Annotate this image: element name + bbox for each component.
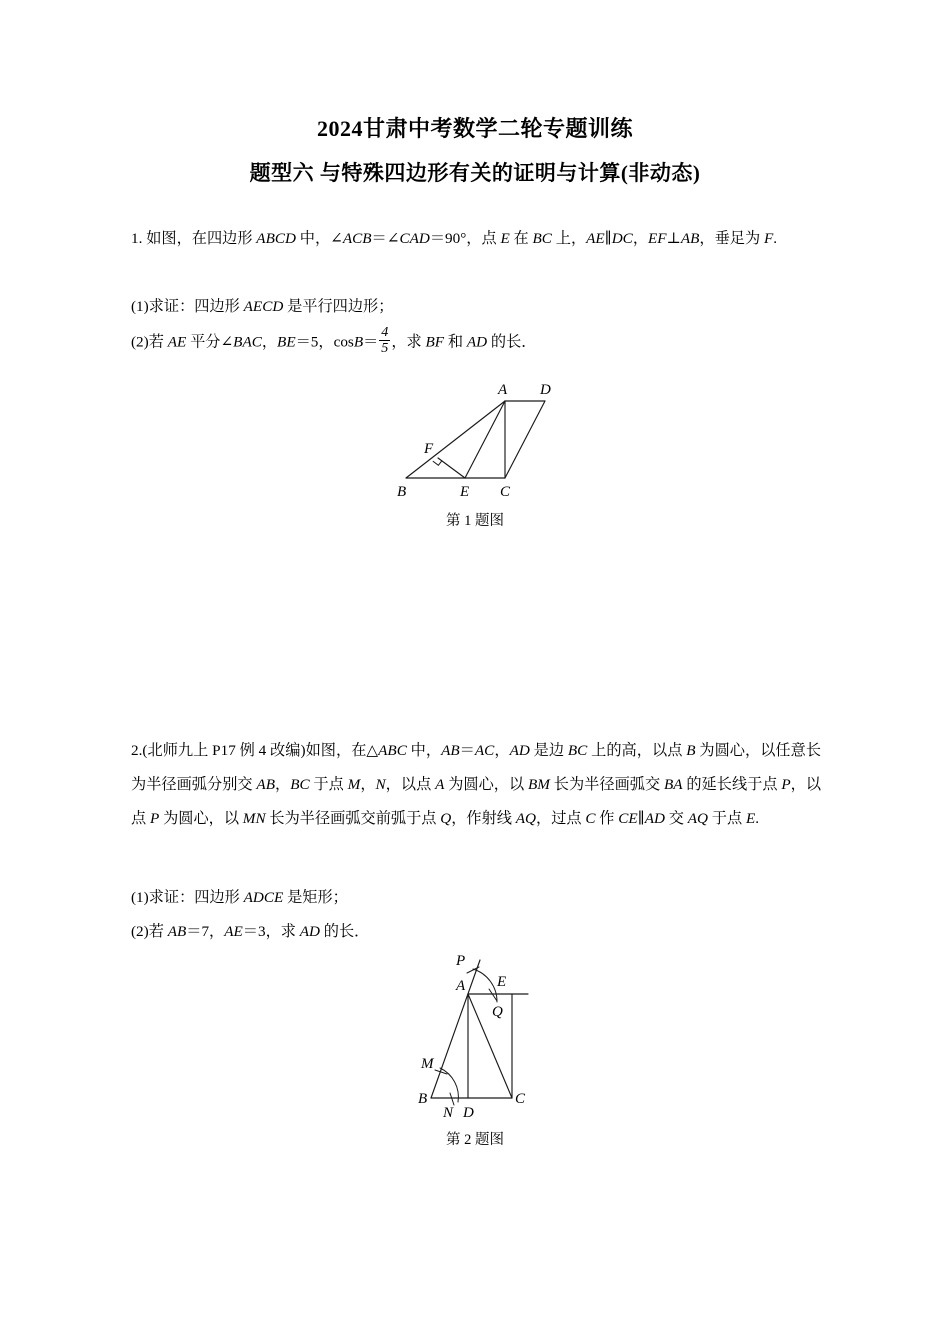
tick-mark-N — [450, 1093, 454, 1105]
math-var: BF — [425, 333, 445, 351]
stem-text-part: ， — [360, 776, 376, 793]
figure-label-D: D — [540, 382, 551, 398]
math-var: P — [149, 810, 160, 827]
figure-label-P: P — [456, 953, 466, 969]
stem-text-part: 为圆心，以任意长为半径画弧分别交 — [131, 742, 822, 793]
sub-question-text: ＝3，求 — [242, 923, 300, 940]
figure-label-F: F — [424, 441, 434, 457]
sub-question-text: ， — [261, 333, 278, 351]
problem-1-stem — [131, 222, 821, 256]
sub-question-text: 的长． — [320, 923, 370, 940]
sub-question-text: ＝ — [363, 333, 379, 351]
figure-label-E: E — [497, 974, 507, 990]
stem-text-part: 交 — [664, 810, 688, 827]
stem-text-part: 上， — [551, 230, 587, 247]
sub-question-text: (1)求证：四边形 — [131, 889, 244, 906]
problem-1-figure — [380, 372, 580, 502]
math-var: C — [585, 810, 596, 827]
page-title-sub: 题型六 与特殊四边形有关的证明与计算(非动态) — [249, 161, 701, 185]
problem-1-figure-caption: 第 1 题图 — [446, 513, 504, 529]
figure-label-D: D — [463, 1105, 474, 1121]
math-var: ABCD — [256, 230, 296, 247]
math-var: BC — [567, 742, 588, 759]
math-var: CAD — [399, 230, 430, 247]
stem-text-part: ， — [494, 742, 510, 759]
sub-question-text: 和 — [444, 333, 467, 351]
stem-text-part: 于点 — [708, 810, 746, 827]
math-var: MN — [242, 810, 266, 827]
stem-text-part: ，垂足为 — [699, 230, 764, 247]
math-var: AB — [256, 776, 275, 793]
math-var: M — [347, 776, 361, 793]
math-var: AQ — [687, 810, 708, 827]
math-var: ACB — [342, 230, 372, 247]
stem-text-part: 中， — [406, 742, 442, 759]
stem-text-part: 长为半径画弧交 — [549, 776, 664, 793]
math-var: BAC — [233, 333, 262, 351]
math-var: BC — [532, 230, 552, 247]
sub-question-text: (2)若 — [131, 923, 168, 940]
stem-text-part: 中，∠ — [295, 230, 343, 247]
math-var: AB — [680, 230, 700, 247]
stem-text-part: ，过点 — [536, 810, 586, 827]
math-var: BE — [277, 333, 296, 351]
stem-text-part: 是边 — [529, 742, 568, 759]
fraction-numerator: 4 — [381, 324, 389, 340]
math-var: AD — [299, 923, 320, 940]
fraction-cos-b — [379, 325, 390, 357]
sub-question-text: ，求 — [391, 333, 426, 351]
stem-text-part: ＝90°，点 — [429, 230, 501, 247]
math-var: E — [500, 230, 510, 247]
math-var: AD — [509, 742, 530, 759]
segment-AC — [468, 994, 512, 1098]
stem-text-part: ∥ — [637, 810, 645, 827]
segment-AE — [465, 401, 505, 478]
math-var: AE — [167, 333, 187, 351]
math-var: P — [781, 776, 791, 793]
problem-1-figure-svg — [380, 372, 580, 502]
sub-question-text: (2)若 — [131, 333, 168, 351]
figure-label-N: N — [443, 1105, 454, 1121]
figure-label-B: B — [418, 1091, 428, 1107]
sub-question-text: ＝7， — [186, 923, 225, 940]
stem-text-part: . — [773, 230, 778, 247]
problem-2-figure-svg — [400, 950, 580, 1125]
stem-text-part: 长为半径画弧交前弧于点 — [265, 810, 441, 827]
stem-text-part: ， — [632, 230, 648, 247]
stem-text-part: 1. 如图，在四边形 — [131, 230, 257, 247]
figure-label-E: E — [460, 484, 470, 500]
figure-label-Q: Q — [492, 1004, 503, 1020]
stem-text-part: ，作射线 — [451, 810, 516, 827]
stem-text-part: ＝ — [459, 742, 475, 759]
math-var: AB — [441, 742, 460, 759]
stem-text-part: ⊥ — [666, 230, 681, 247]
math-var: AD — [466, 333, 488, 351]
math-var: B — [353, 333, 364, 351]
figure-label-A: A — [456, 978, 466, 994]
sub-question-text: 是矩形； — [283, 889, 348, 906]
math-var: Q — [440, 810, 452, 827]
stem-text-part: ＝∠ — [371, 230, 400, 247]
math-var: F — [763, 230, 774, 247]
construction-arcs — [435, 967, 497, 1105]
math-var: AC — [474, 742, 495, 759]
figure-label-B: B — [397, 484, 407, 500]
math-var: A — [435, 776, 445, 793]
page-title-main: 2024甘肃中考数学二轮专题训练 — [316, 116, 633, 141]
math-var: BM — [528, 776, 550, 793]
arc-centered-A — [473, 969, 497, 1002]
sub-question-text: 平分∠ — [186, 333, 234, 351]
math-var: ABC — [378, 742, 407, 759]
math-var: B — [686, 742, 696, 759]
stem-text-part: 在 — [509, 230, 533, 247]
stem-text-part: 为圆心，以 — [444, 776, 529, 793]
problem-2-sub-question-1 — [131, 881, 821, 915]
stem-text-part: ，以点 — [131, 776, 822, 827]
math-var: DC — [611, 230, 633, 247]
problem-2-sub-question-2 — [131, 915, 821, 949]
math-var: AQ — [515, 810, 536, 827]
math-var: AE — [586, 230, 605, 247]
stem-text-part: . — [755, 810, 760, 827]
stem-text-part: ， — [274, 776, 291, 793]
figure-label-A: A — [498, 382, 508, 398]
math-var: EF — [648, 230, 667, 247]
segment-DC — [505, 401, 545, 478]
stem-text-part: 作 — [595, 810, 619, 827]
sub-question-text: (1)求证：四边形 — [131, 298, 244, 315]
math-var: AE — [224, 923, 243, 940]
stem-text-part: 2.(北师九上 P17 例 4 改编)如图，在△ — [131, 742, 379, 759]
segment-BA — [406, 401, 505, 478]
stem-text-part: 的延长线于点 — [682, 776, 782, 793]
fraction-denominator: 5 — [381, 340, 389, 357]
problem-2-stem — [131, 734, 821, 836]
math-var: BA — [663, 776, 683, 793]
sub-question-text: 的长． — [487, 333, 537, 351]
math-var: E — [745, 810, 756, 827]
math-var: ADCE — [243, 889, 284, 906]
figure-label-C: C — [500, 484, 511, 500]
stem-text-part: ∥ — [604, 230, 612, 247]
problem-1-sub-question-1 — [131, 290, 821, 324]
stem-text-part: ，以点 — [385, 776, 436, 793]
right-angle-mark-F — [433, 461, 442, 466]
stem-text-part: 于点 — [309, 776, 348, 793]
stem-text-part: 上的高，以点 — [587, 742, 687, 759]
math-var: N — [375, 776, 386, 793]
math-var: AD — [644, 810, 665, 827]
problem-2-figure-caption: 第 2 题图 — [446, 1132, 504, 1148]
sub-question-text: ＝5，cos — [295, 333, 354, 351]
tick-mark-P — [467, 967, 479, 973]
math-var: BC — [290, 776, 310, 793]
problem-2-figure — [400, 950, 580, 1125]
stem-text-part: 为圆心，以 — [159, 810, 243, 827]
figure-label-M: M — [421, 1056, 434, 1072]
sub-question-text: 是平行四边形； — [283, 298, 394, 315]
math-var: CE — [618, 810, 638, 827]
math-var: AB — [167, 923, 187, 940]
problem-1-sub-question-2 — [131, 325, 821, 359]
math-var: AECD — [243, 298, 284, 315]
figure-label-C: C — [515, 1091, 526, 1107]
